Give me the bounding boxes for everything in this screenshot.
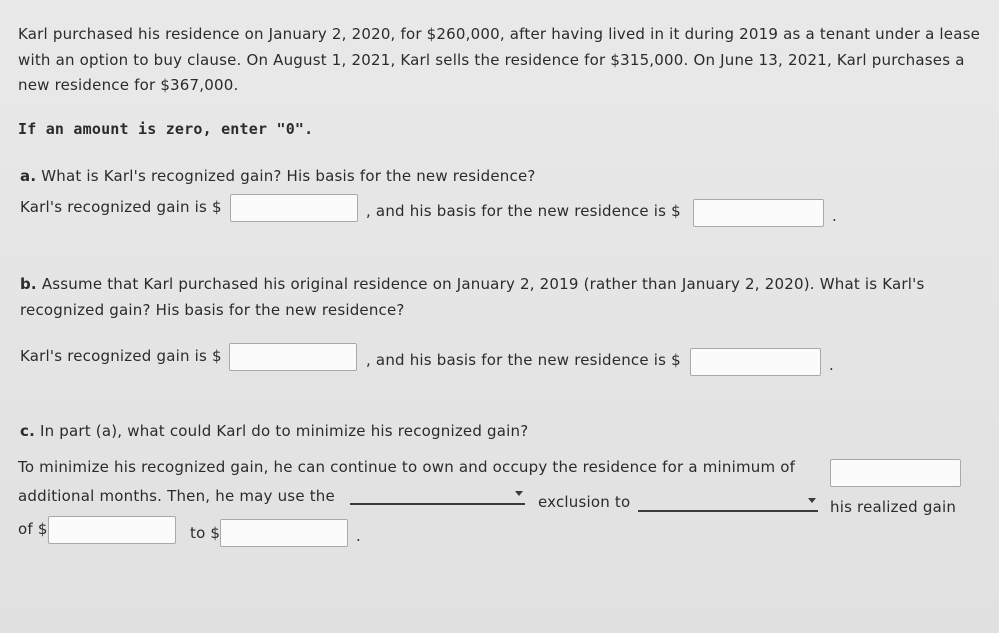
part-a-letter: a.: [20, 167, 37, 185]
part-c-line2-a: additional months. Then, he may use the: [18, 487, 335, 505]
problem-statement: Karl purchased his residence on January 2, 2020, for $260,000, after having lived in it during 2019 as a tenant under a lease with an option to buy clause. On August 1, 2021, Karl sells the residence for $315,000. On June 13, 2021, Karl purchases a new residence for $367,000.: [18, 25, 981, 94]
part-a-basis-input[interactable]: [693, 199, 824, 227]
part-b-question-text: Assume that Karl purchased his original residence on January 2, 2019 (rather than January 2, 2020). What is Karl's: [41, 275, 925, 293]
part-c-question-text: In part (a), what could Karl do to minimize his recognized gain?: [39, 422, 529, 440]
part-c-gain-from-input[interactable]: [48, 516, 176, 544]
part-b-letter: b.: [20, 275, 37, 293]
part-b-recognized-gain-input[interactable]: [229, 343, 357, 371]
part-a-question-text: What is Karl's recognized gain? His basis for the new residence?: [41, 167, 536, 185]
part-a-gain-label: Karl's recognized gain is $: [20, 198, 222, 216]
part-c-line2-b: exclusion to: [538, 493, 631, 511]
chevron-down-icon: [515, 491, 523, 496]
part-b-gain-label: Karl's recognized gain is $: [20, 347, 222, 365]
zero-amount-note: If an amount is zero, enter "0".: [18, 120, 314, 138]
part-a-period: .: [832, 207, 837, 225]
part-b-basis-input[interactable]: [690, 348, 821, 376]
part-c-gain-to-input[interactable]: [220, 519, 348, 547]
part-c-minimum-months-input[interactable]: [830, 459, 961, 487]
part-c-to-label: to $: [190, 524, 221, 542]
part-c-period: .: [356, 527, 361, 545]
part-b-basis-label: , and his basis for the new residence is $: [366, 351, 681, 369]
part-a-question: [20, 167, 536, 185]
part-b-question-line2: recognized gain? His basis for the new residence?: [20, 301, 405, 319]
part-c-exclusion-effect-dropdown[interactable]: [638, 496, 818, 512]
part-a-basis-label: , and his basis for the new residence is $: [366, 202, 681, 220]
part-c-of-label: of $: [18, 520, 48, 538]
part-c-question: [20, 422, 528, 440]
chevron-down-icon: [808, 498, 816, 503]
part-c-exclusion-type-dropdown[interactable]: [350, 489, 525, 505]
part-a-recognized-gain-input[interactable]: [230, 194, 358, 222]
part-c-letter: c.: [20, 422, 35, 440]
part-b-question-line1: [20, 275, 924, 293]
part-c-line1: To minimize his recognized gain, he can continue to own and occupy the residence for a minimum of: [18, 458, 796, 476]
part-b-period: .: [829, 356, 834, 374]
part-c-line2-c: his realized gain: [830, 498, 957, 516]
